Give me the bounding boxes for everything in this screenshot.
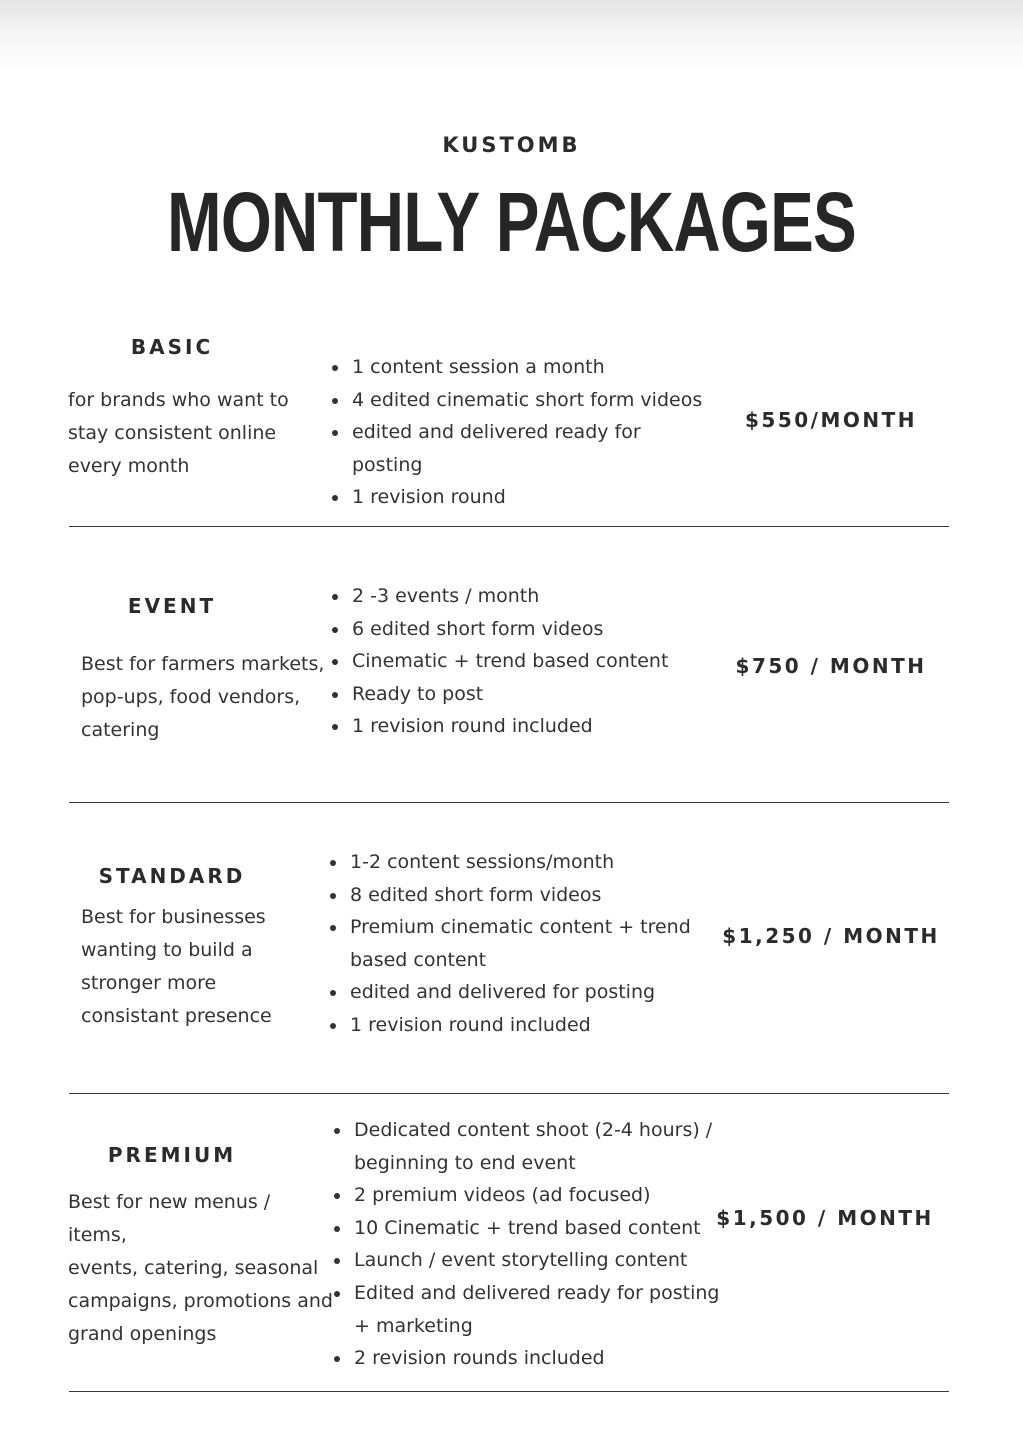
package-name: BASIC [130,335,214,359]
brand-name: KUSTOMB [442,133,581,157]
package-price: $1,250 / MONTH [722,924,940,948]
package-features [331,1114,729,1375]
package-price: $750 / MONTH [735,654,927,678]
feature-item: Edited and delivered ready for posting + marketing [354,1277,729,1342]
package-features [329,580,732,743]
package-description: for brands who want to stay consistent online every month [68,389,289,477]
package-name: EVENT [127,594,217,618]
feature-item: edited and delivered for posting [350,976,725,1009]
package-features [329,351,712,514]
section-divider [69,1391,949,1392]
package-description: Best for businesses wanting to build a stronger more consistant presence [81,906,272,1027]
feature-item: Dedicated content shoot (2-4 hours) / beginning to end event [354,1114,729,1179]
section-divider [69,1093,949,1094]
page-title: MONTHLY PACKAGES [167,175,856,269]
feature-item: 2 revision rounds included [354,1342,729,1375]
feature-item: 2 premium videos (ad focused) [354,1179,729,1212]
feature-item: 1 revision round included [352,710,732,743]
package-name: STANDARD [98,864,246,888]
feature-item: 1 content session a month [352,351,712,384]
feature-item: edited and delivered ready for posting [352,416,712,481]
package-price: $1,500 / MONTH [716,1206,934,1230]
feature-item: 10 Cinematic + trend based content [354,1212,729,1245]
package-name: PREMIUM [107,1143,237,1167]
package-price: $550/MONTH [745,408,917,432]
package-description: Best for farmers markets, pop-ups, food vendors, catering [81,653,325,741]
feature-item: Ready to post [352,678,732,711]
feature-item: 6 edited short form videos [352,613,732,646]
feature-item: Cinematic + trend based content [352,645,732,678]
feature-item: 1-2 content sessions/month [350,846,725,879]
feature-item: 1 revision round included [350,1009,725,1042]
feature-item: 8 edited short form videos [350,879,725,912]
feature-item: Launch / event storytelling content [354,1244,729,1277]
feature-item: 4 edited cinematic short form videos [352,384,712,417]
top-shadow [0,0,1023,70]
feature-item: 1 revision round [352,481,712,514]
package-features [327,846,725,1042]
package-description: Best for new menus / items, events, catering, seasonal campaigns, promotions and grand openings [68,1191,333,1345]
feature-item: 2 -3 events / month [352,580,732,613]
section-divider [69,802,949,803]
feature-item: Premium cinematic content + trend based content [350,911,725,976]
section-divider [69,526,949,527]
